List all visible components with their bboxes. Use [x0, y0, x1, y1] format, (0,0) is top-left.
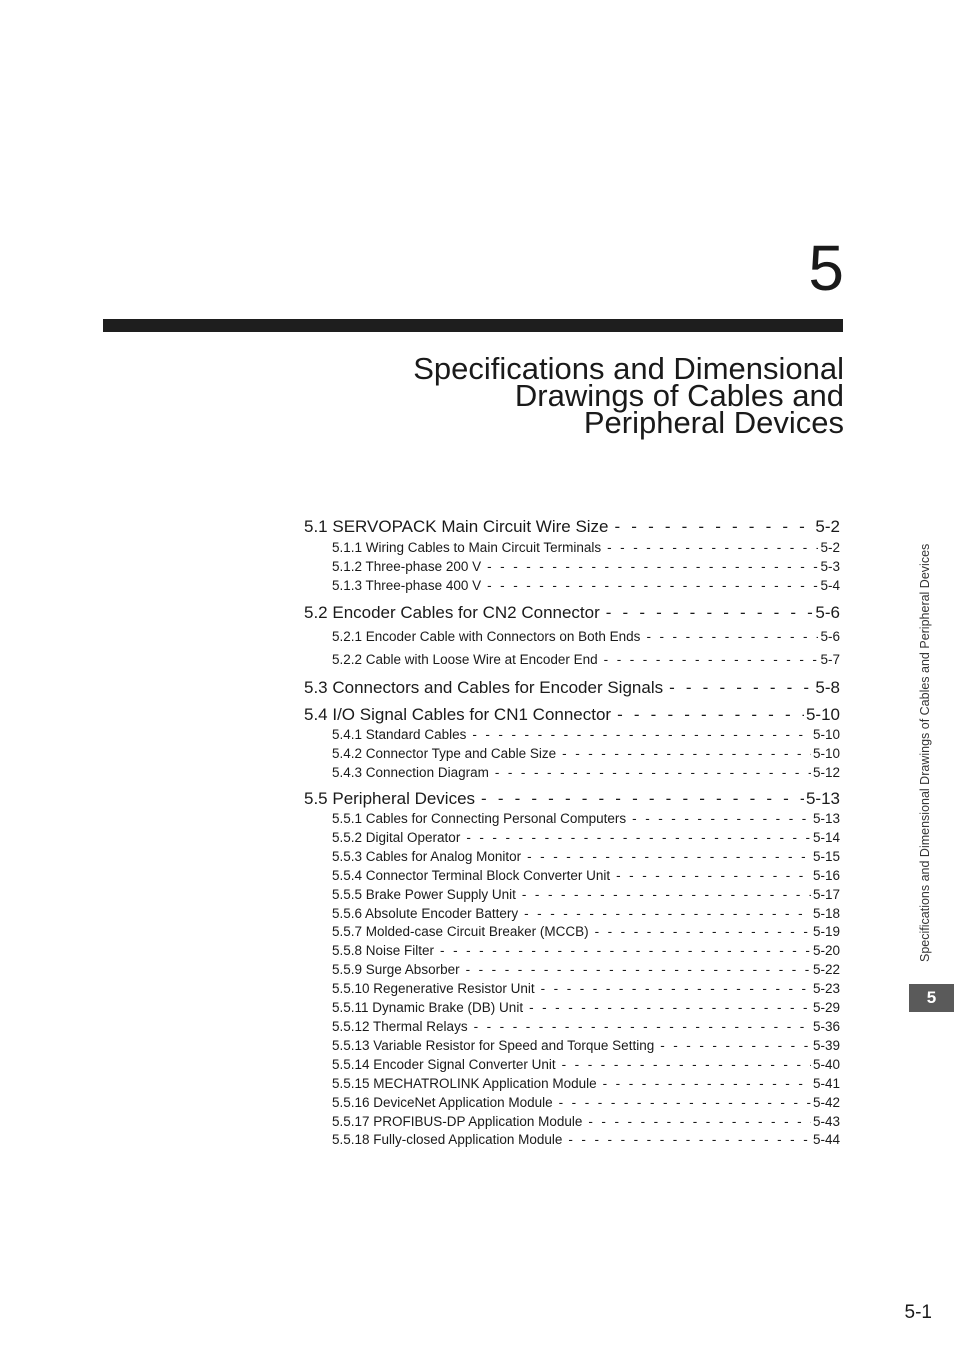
- toc-entry-page: 5-2: [815, 517, 840, 536]
- toc-entry-label: 5.2.2 Cable with Loose Wire at Encoder End: [332, 652, 598, 667]
- toc-entry[interactable]: [332, 539, 840, 557]
- toc-entry-label: 5.1.1 Wiring Cables to Main Circuit Terminals: [332, 540, 602, 555]
- toc-leader: [522, 886, 811, 904]
- toc-entry-page: 5-13: [805, 789, 840, 808]
- toc-entry-label: 5.5.8 Noise Filter: [332, 943, 435, 958]
- toc-leader: [562, 1056, 811, 1074]
- toc-leader: [588, 1113, 811, 1131]
- toc-entry-page: 5-17: [812, 887, 840, 902]
- toc-entry-page: 5-41: [812, 1076, 840, 1091]
- toc-entry[interactable]: [304, 602, 840, 624]
- toc-leader: [559, 1094, 811, 1112]
- toc-entry-label: 5.4.2 Connector Type and Cable Size: [332, 746, 557, 761]
- toc-entry[interactable]: [332, 980, 840, 998]
- toc-entry-label: 5.2.1 Encoder Cable with Connectors on Both Ends: [332, 629, 641, 644]
- toc-entry-label: 5.5.18 Fully-closed Application Module: [332, 1132, 563, 1147]
- toc-leader: [660, 1037, 811, 1055]
- toc-leader: [632, 810, 811, 828]
- toc-entry[interactable]: [332, 1037, 840, 1055]
- toc-entry[interactable]: [304, 788, 840, 810]
- toc-entry-label: 5.5.13 Variable Resistor for Speed and Torque Setting: [332, 1038, 655, 1053]
- toc-entry-page: 5-23: [812, 981, 840, 996]
- toc-entry[interactable]: [332, 829, 840, 847]
- toc-leader: [541, 980, 811, 998]
- toc-entry-label: 5.5.15 MECHATROLINK Application Module: [332, 1076, 597, 1091]
- toc-entry-page: 5-3: [820, 559, 840, 574]
- chapter-title-line: Drawings of Cables and: [514, 378, 844, 413]
- toc-entry-label: 5.5.7 Molded-case Circuit Breaker (MCCB): [332, 924, 589, 939]
- toc-entry[interactable]: [332, 886, 840, 904]
- toc-leader: [616, 867, 811, 885]
- toc-leader: [669, 677, 813, 699]
- toc-entry-label: 5.5.11 Dynamic Brake (DB) Unit: [332, 1000, 524, 1015]
- toc-entry-page: 5-39: [812, 1038, 840, 1053]
- chapter-title-line: Specifications and Dimensional: [413, 351, 844, 386]
- toc-entry-page: 5-10: [805, 705, 840, 724]
- toc-leader: [607, 539, 818, 557]
- toc-entry[interactable]: [332, 923, 840, 941]
- toc-leader: [472, 726, 811, 744]
- page-number: 5-1: [904, 1302, 932, 1323]
- toc-entry-label: 5.5.1 Cables for Connecting Personal Computers: [332, 811, 627, 826]
- toc-entry-page: 5-13: [812, 811, 840, 826]
- toc-entry[interactable]: [332, 848, 840, 866]
- chapter-title: [284, 351, 844, 440]
- toc-entry-label: 5.5.10 Regenerative Resistor Unit: [332, 981, 535, 996]
- toc-entry[interactable]: [332, 867, 840, 885]
- toc-entry-label: 5.4 I/O Signal Cables for CN1 Connector: [304, 705, 612, 724]
- toc-leader: [495, 764, 811, 782]
- toc-leader: [529, 999, 811, 1017]
- toc-entry-label: 5.5.5 Brake Power Supply Unit: [332, 887, 516, 902]
- toc-leader: [487, 558, 818, 576]
- toc-entry[interactable]: [332, 961, 840, 979]
- toc-entry[interactable]: [332, 558, 840, 576]
- toc-entry-label: 5.4.1 Standard Cables: [332, 727, 467, 742]
- toc-entry-label: 5.5.4 Connector Terminal Block Converter Unit: [332, 868, 611, 883]
- toc-entry-label: 5.5.12 Thermal Relays: [332, 1019, 468, 1034]
- chapter-number: 5: [808, 232, 844, 304]
- toc-leader: [481, 788, 804, 810]
- toc-leader: [440, 942, 811, 960]
- toc-leader: [604, 651, 819, 669]
- toc-entry[interactable]: [332, 726, 840, 744]
- toc-entry-page: 5-7: [820, 652, 840, 667]
- toc-entry-page: 5-14: [812, 830, 840, 845]
- toc-entry-page: 5-2: [820, 540, 840, 555]
- toc-entry-label: 5.5.17 PROFIBUS-DP Application Module: [332, 1114, 583, 1129]
- toc-entry[interactable]: [332, 1094, 840, 1112]
- chapter-title-line: Peripheral Devices: [583, 405, 844, 440]
- toc-entry[interactable]: [304, 677, 840, 699]
- toc-entry-label: 5.1.2 Three-phase 200 V: [332, 559, 482, 574]
- toc-entry-label: 5.3 Connectors and Cables for Encoder Signals: [304, 678, 664, 697]
- toc-entry[interactable]: [304, 704, 840, 726]
- toc-entry-page: 5-6: [820, 629, 840, 644]
- toc-leader: [595, 923, 811, 941]
- toc-entry-page: 5-44: [812, 1132, 840, 1147]
- side-tab-text: Specifications and Dimensional Drawings of Cables and Peripheral Devices: [918, 543, 932, 962]
- toc-entry-label: 5.4.3 Connection Diagram: [332, 765, 489, 780]
- toc-entry[interactable]: [332, 577, 840, 595]
- toc-entry-page: 5-29: [812, 1000, 840, 1015]
- toc-entry-label: 5.5.3 Cables for Analog Monitor: [332, 849, 522, 864]
- toc-leader: [487, 577, 818, 595]
- toc-entry-label: 5.2 Encoder Cables for CN2 Connector: [304, 603, 600, 622]
- toc-entry[interactable]: [332, 1113, 840, 1131]
- toc-leader: [524, 905, 811, 923]
- toc-entry-label: 5.5.14 Encoder Signal Converter Unit: [332, 1057, 556, 1072]
- toc-entry-page: 5-22: [812, 962, 840, 977]
- toc-entry-page: 5-42: [812, 1095, 840, 1110]
- toc-leader: [615, 516, 814, 538]
- toc-entry-page: 5-18: [812, 906, 840, 921]
- toc-leader: [646, 628, 818, 646]
- toc-entry[interactable]: [332, 1131, 840, 1149]
- toc-entry-label: 5.5.2 Digital Operator: [332, 830, 461, 845]
- toc-entry[interactable]: [332, 1056, 840, 1074]
- toc-entry-page: 5-40: [812, 1057, 840, 1072]
- toc-leader: [474, 1018, 811, 1036]
- toc-leader: [603, 1075, 811, 1093]
- toc-entry[interactable]: [332, 764, 840, 782]
- toc-entry[interactable]: [304, 516, 840, 538]
- toc-entry-page: 5-36: [812, 1019, 840, 1034]
- toc-leader: [617, 704, 804, 726]
- toc-entry[interactable]: [332, 999, 840, 1017]
- toc-entry-page: 5-16: [812, 868, 840, 883]
- toc-entry-label: 5.5 Peripheral Devices: [304, 789, 476, 808]
- toc-entry[interactable]: [332, 905, 840, 923]
- toc-leader: [568, 1131, 811, 1149]
- toc-entry[interactable]: [332, 942, 840, 960]
- toc-leader: [562, 745, 811, 763]
- toc-leader: [527, 848, 811, 866]
- toc-entry[interactable]: [332, 745, 840, 763]
- toc-entry-page: 5-10: [812, 727, 840, 742]
- toc-entry-page: 5-20: [812, 943, 840, 958]
- toc-entry[interactable]: [332, 628, 840, 646]
- toc-entry-page: 5-6: [815, 603, 840, 622]
- toc-leader: [466, 961, 811, 979]
- toc-entry-label: 5.1 SERVOPACK Main Circuit Wire Size: [304, 517, 609, 536]
- toc-entry-page: 5-10: [812, 746, 840, 761]
- toc-entry-label: 5.5.16 DeviceNet Application Module: [332, 1095, 553, 1110]
- toc-entry-page: 5-15: [812, 849, 840, 864]
- toc-entry-label: 5.1.3 Three-phase 400 V: [332, 578, 482, 593]
- chapter-bar: [103, 319, 843, 332]
- toc-entry[interactable]: [332, 651, 840, 669]
- toc-entry-page: 5-19: [812, 924, 840, 939]
- toc-entry-label: 5.5.9 Surge Absorber: [332, 962, 460, 977]
- toc-entry[interactable]: [332, 1018, 840, 1036]
- toc-leader: [606, 602, 814, 624]
- toc-entry-page: 5-12: [812, 765, 840, 780]
- toc-entry[interactable]: [332, 1075, 840, 1093]
- side-tab-chapter-badge[interactable]: 5: [909, 984, 954, 1012]
- toc-entry-page: 5-8: [815, 678, 840, 697]
- toc-leader: [466, 829, 811, 847]
- toc-entry[interactable]: [332, 810, 840, 828]
- toc-entry-page: 5-4: [820, 578, 840, 593]
- toc-entry-page: 5-43: [812, 1114, 840, 1129]
- toc-entry-label: 5.5.6 Absolute Encoder Battery: [332, 906, 519, 921]
